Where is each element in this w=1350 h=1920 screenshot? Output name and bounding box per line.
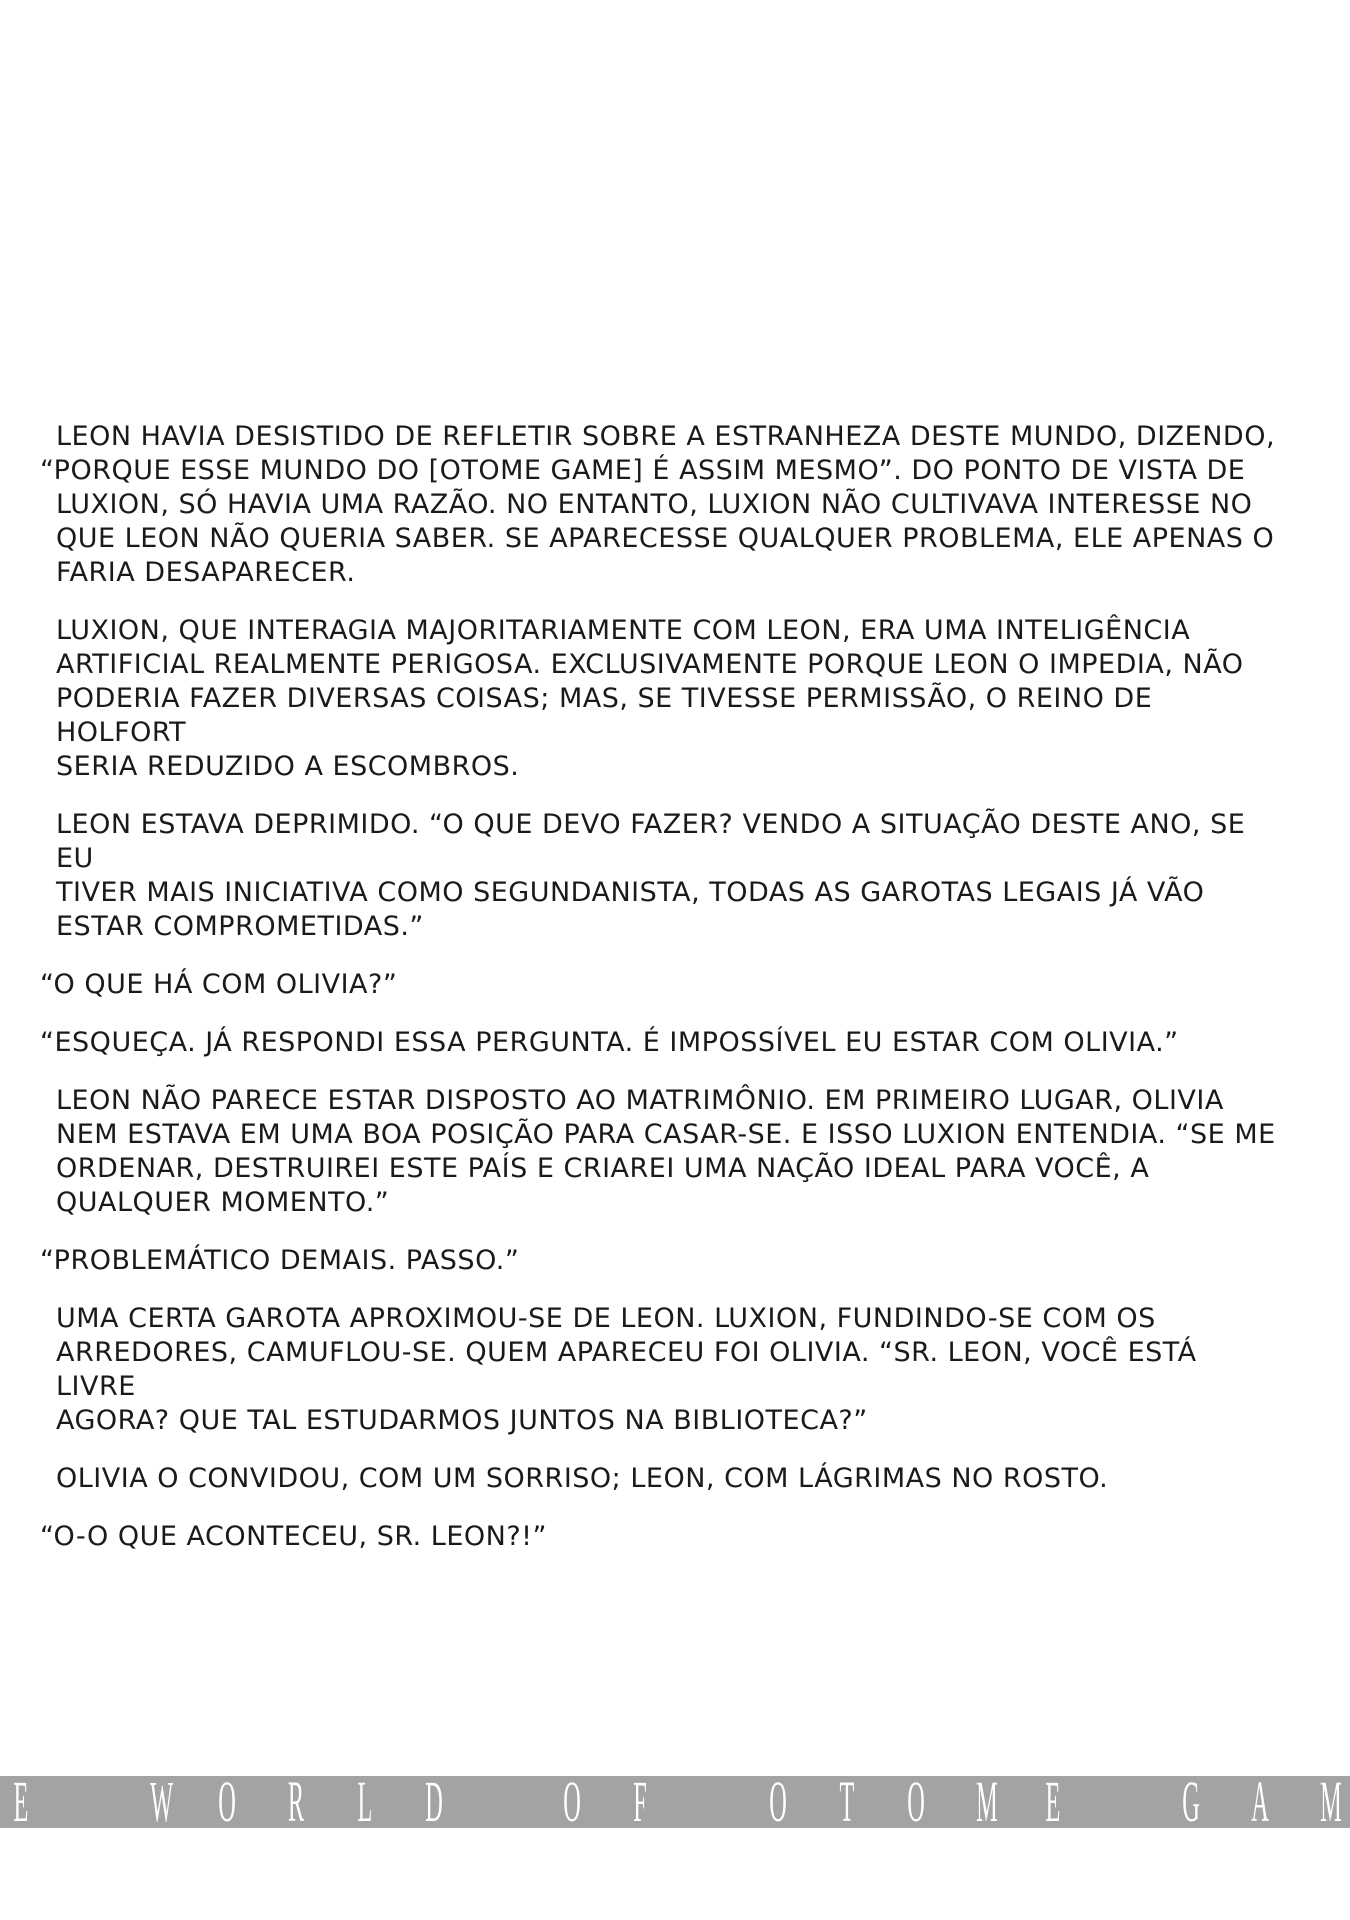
- banner-letter: M: [975, 1776, 998, 1828]
- banner-letter: D: [425, 1776, 443, 1828]
- dialogue-line: “PROBLEMÁTICO DEMAIS. PASSO.”: [40, 1245, 520, 1276]
- banner-letter: T: [839, 1776, 855, 1828]
- banner-letter: E: [1045, 1776, 1061, 1828]
- page-text: [40, 420, 1280, 1570]
- paragraph: OLIVIA O CONVIDOU, COM UM SORRISO; LEON, COM LÁGRIMAS NO ROSTO.: [56, 1463, 1109, 1494]
- banner-letter: R: [288, 1776, 305, 1828]
- paragraph: LEON NÃO PARECE ESTAR DISPOSTO AO MATRIMÔNIO. EM PRIMEIRO LUGAR, OLIVIA NEM ESTAVA EM UMA BOA POSIÇÃO PARA CASAR-SE. E ISSO LUXION ENTENDIA. “SE ME ORDENAR, DESTRUIREI ESTE PAÍS E CRIAREI UMA NAÇÃO IDEAL PARA VOCÊ, A QUALQUER MOMENTO.”: [56, 1085, 1276, 1218]
- banner-letter: L: [357, 1776, 373, 1828]
- banner-letter: E: [13, 1776, 29, 1828]
- footer-title-banner: [0, 1776, 1350, 1828]
- banner-letter: G: [1182, 1776, 1200, 1828]
- banner-letter: W: [149, 1776, 173, 1828]
- dialogue-line: “O-O QUE ACONTECEU, SR. LEON?!”: [40, 1521, 547, 1552]
- dialogue-line: “ESQUEÇA. JÁ RESPONDI ESSA PERGUNTA. É IMPOSSÍVEL EU ESTAR COM OLIVIA.”: [40, 1027, 1179, 1058]
- banner-letter: A: [1251, 1776, 1269, 1828]
- banner-letter: M: [1319, 1776, 1342, 1828]
- banner-letter: F: [633, 1776, 648, 1828]
- paragraph: LEON ESTAVA DEPRIMIDO. “O QUE DEVO FAZER? VENDO A SITUAÇÃO DESTE ANO, SE EU TIVER MAIS INICIATIVA COMO SEGUNDANISTA, TODAS AS GAROTAS LEGAIS JÁ VÃO ESTAR COMPROMETIDAS.”: [56, 809, 1246, 942]
- paragraph: LUXION, SÓ HAVIA UMA RAZÃO. NO ENTANTO, LUXION NÃO CULTIVAVA INTERESSE NO QUE LEON NÃO QUERIA SABER. SE APARECESSE QUALQUER PROBLEMA, ELE APENAS O FARIA DESAPARECER.: [56, 489, 1275, 588]
- paragraph: UMA CERTA GAROTA APROXIMOU-SE DE LEON. LUXION, FUNDINDO-SE COM OS ARREDORES, CAMUFLOU-SE. QUEM APARECEU FOI OLIVIA. “SR. LEON, VOCÊ ESTÁ LIVRE AGORA? QUE TAL ESTUDARMOS JUNTOS NA BIBLIOTECA?”: [56, 1303, 1197, 1436]
- paragraph: LEON HAVIA DESISTIDO DE REFLETIR SOBRE A ESTRANHEZA DESTE MUNDO, DIZENDO,: [56, 421, 1276, 452]
- paragraph: “PORQUE ESSE MUNDO DO [OTOME GAME] É ASSIM MESMO”. DO PONTO DE VISTA DE: [40, 455, 1246, 486]
- banner-letter: O: [562, 1776, 581, 1828]
- banner-letter: O: [218, 1776, 237, 1828]
- paragraph: LUXION, QUE INTERAGIA MAJORITARIAMENTE COM LEON, ERA UMA INTELIGÊNCIA ARTIFICIAL REALMENTE PERIGOSA. EXCLUSIVAMENTE PORQUE LEON O IMPEDIA, NÃO PODERIA FAZER DIVERSAS COISAS; MAS, SE TIVESSE PERMISSÃO, O REINO DE HOLFORT SERIA REDUZIDO A ESCOMBROS.: [56, 615, 1244, 782]
- dialogue-line: “O QUE HÁ COM OLIVIA?”: [40, 969, 398, 1000]
- banner-letter: O: [769, 1776, 787, 1828]
- banner-letter: O: [906, 1776, 925, 1828]
